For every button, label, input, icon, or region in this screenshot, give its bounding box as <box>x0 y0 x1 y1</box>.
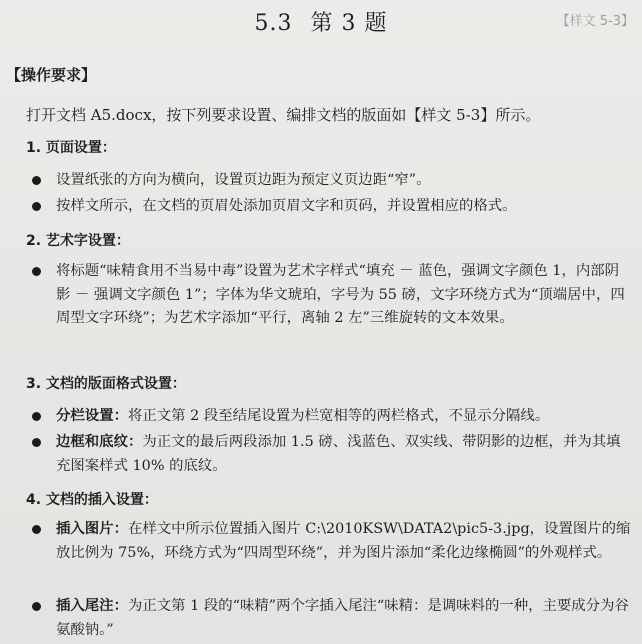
operation-requirements-tag: 【操作要求】 <box>6 66 97 84</box>
page-title <box>0 6 642 37</box>
list-item-text: 按样文所示，在文档的页眉处添加页眉文字和页码，并设置相应的格式。 <box>56 198 517 214</box>
bullet-icon <box>32 602 41 611</box>
list-item <box>32 169 632 193</box>
list-item <box>32 195 632 219</box>
bullet-icon <box>32 412 41 421</box>
running-head: 【样文 5-3】 <box>556 14 634 29</box>
bullet-icon <box>32 202 41 211</box>
list-item-lead: 插入尾注： <box>56 598 128 614</box>
section-title: 第 3 题 <box>310 11 388 36</box>
list-item-text: 设置纸张的方向为横向，设置页边距为预定义页边距“窄”。 <box>56 172 431 188</box>
heading-page-setup: 1. 页面设置： <box>26 140 116 156</box>
list-item-text: 在样文中所示位置插入图片 C:\2010KSW\DATA2\pic5-3.jpg，设置图片的缩放比例为 75%，环绕方式为“四周型环绕”，并为图片添加“柔化边缘椭圆”的外观样式。 <box>56 521 631 561</box>
list-item-text: 将标题“味精食用不当易中毒”设置为艺术字样式“填充 － 蓝色，强调文字颜色 1，内部阴影 － 强调文字颜色 1”；字体为华文琥珀，字号为 55 磅，文字环绕方式为“顶端居中，四周型文字环绕”；为艺术字添加“平行，离轴 2 左”三维旋转的文本效果。 <box>56 263 625 327</box>
list-item-text: 为正文第 1 段的“味精”两个字插入尾注“味精：是调味料的一种，主要成分为谷氨酸钠。” <box>56 598 629 638</box>
list-item <box>32 431 632 478</box>
bullet-icon <box>32 438 41 447</box>
bullet-icon <box>32 267 41 276</box>
list-item <box>32 405 632 429</box>
heading-layout: 3. 文档的版面格式设置： <box>26 376 186 392</box>
bullet-icon <box>32 176 41 185</box>
list-item <box>32 595 632 642</box>
list-item <box>32 518 632 565</box>
list-item-text: 将正文第 2 段至结尾设置为栏宽相等的两栏格式，不显示分隔线。 <box>127 408 550 424</box>
bullet-icon <box>32 525 41 534</box>
list-item <box>32 260 632 331</box>
section-number: 5.3 <box>254 11 293 36</box>
list-item-lead: 边框和底纹： <box>56 434 143 450</box>
list-item-lead: 分栏设置： <box>56 408 128 424</box>
heading-insertion: 4. 文档的插入设置： <box>26 492 158 508</box>
list-item-lead: 插入图片： <box>56 521 128 537</box>
heading-wordart: 2. 艺术字设置： <box>26 233 130 249</box>
intro-paragraph: 打开文档 A5.docx，按下列要求设置、编排文档的版面如【样文 5-3】所示。 <box>26 106 541 124</box>
list-item-text: 为正文的最后两段添加 1.5 磅、浅蓝色、双实线、带阴影的边框，并为其填充图案样式 10% 的底纹。 <box>56 434 621 474</box>
